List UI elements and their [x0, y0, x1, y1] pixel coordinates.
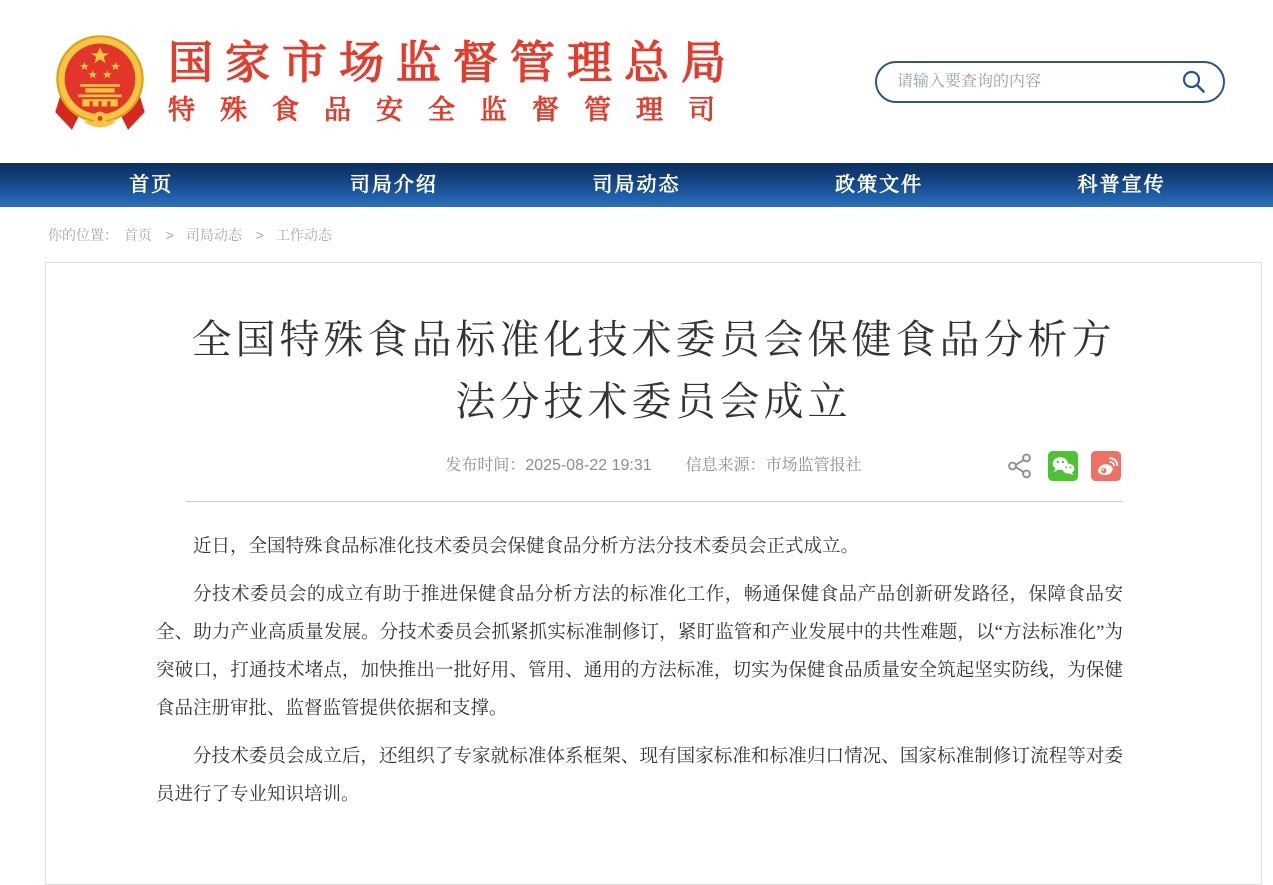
search-box	[875, 61, 1225, 103]
nav-item-bureau-news[interactable]: 司局动态	[592, 174, 681, 196]
search-input[interactable]	[897, 73, 1181, 91]
site-subtitle: 特殊食品安全监督管理司	[168, 94, 740, 125]
article-meta-row	[46, 449, 1261, 483]
breadcrumb-bureau-news[interactable]: 司局动态	[185, 227, 242, 243]
site-header	[0, 0, 1273, 163]
article-paragraph: 近日，全国特殊食品标准化技术委员会保健食品分析方法分技术委员会正式成立。	[193, 537, 860, 557]
source-label: 信息来源：	[685, 457, 766, 474]
breadcrumb-separator: >	[165, 227, 174, 243]
article-paragraph: 分技术委员会成立后，还组织了专家就标准体系框架、现有国家标准和标准归口情况、国家标准制修订流程等对委员进行了专业知识培训。	[156, 747, 1123, 805]
share-bar	[1005, 451, 1121, 481]
publish-time-value: 2025-08-22 19:31	[525, 457, 652, 474]
publish-time-label: 发布时间：	[445, 457, 526, 474]
nav-item-science-outreach[interactable]: 科普宣传	[1077, 174, 1166, 196]
main-nav	[0, 163, 1273, 207]
breadcrumb-separator: >	[255, 227, 264, 243]
article-body	[46, 502, 1261, 814]
breadcrumb-work-news[interactable]: 工作动态	[275, 227, 332, 243]
site-titles	[168, 37, 740, 127]
site-title: 国家市场监督管理总局	[168, 36, 739, 88]
search-icon[interactable]	[1181, 69, 1207, 95]
nav-item-policy-docs[interactable]: 政策文件	[835, 174, 924, 196]
breadcrumb-prefix: 你的位置：	[48, 227, 118, 243]
nav-item-bureau-intro[interactable]: 司局介绍	[349, 174, 438, 196]
article-card	[45, 262, 1262, 885]
source-value: 市场监管报社	[765, 457, 862, 474]
national-emblem-icon	[48, 27, 152, 137]
wechat-share-icon[interactable]	[1048, 451, 1078, 481]
nav-item-home[interactable]: 首页	[129, 174, 174, 196]
weibo-share-icon[interactable]	[1091, 451, 1121, 481]
article-title: 全国特殊食品标准化技术委员会保健食品分析方法分技术委员会成立	[191, 318, 1116, 424]
article-paragraph: 分技术委员会的成立有助于推进保健食品分析方法的标准化工作，畅通保健食品产品创新研发路径，保障食品安全、助力产业高质量发展。分技术委员会抓紧抓实标准制修订，紧盯监管和产业发展中的共性难题，以“方法标准化”为突破口，打通技术堵点，加快推出一批好用、管用、通用的方法标准，切实为保健食品质量安全筑起坚实防线，为保健食品注册审批、监督监管提供依据和支撑。	[156, 585, 1123, 719]
breadcrumb-home[interactable]: 首页	[123, 227, 152, 243]
share-icon[interactable]	[1005, 451, 1035, 481]
national-emblem-logo	[48, 27, 152, 137]
breadcrumb	[0, 207, 1273, 262]
